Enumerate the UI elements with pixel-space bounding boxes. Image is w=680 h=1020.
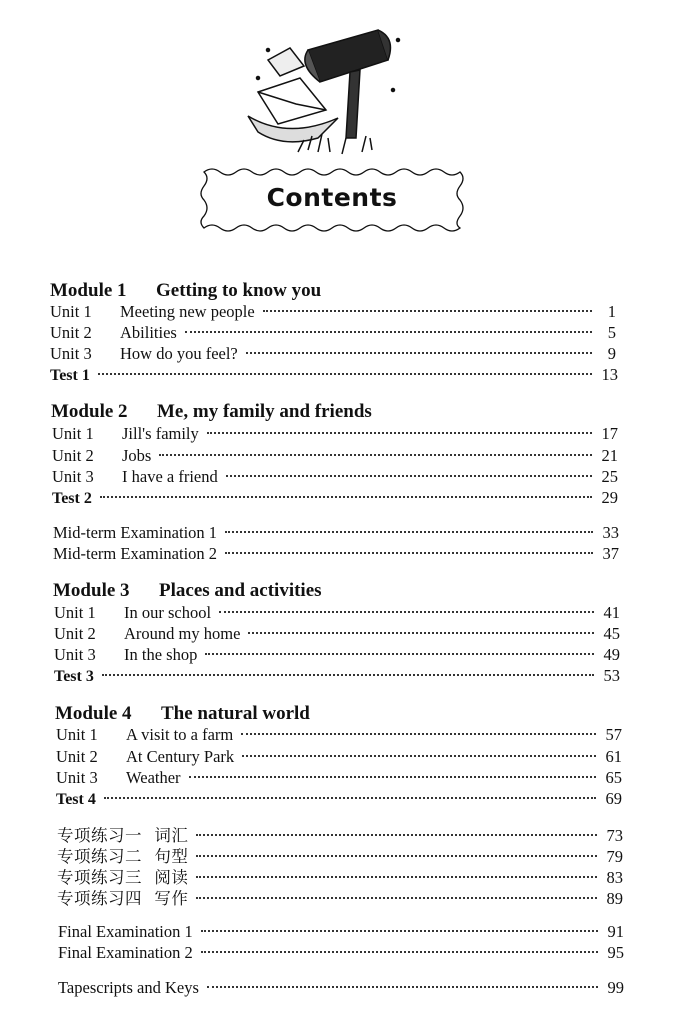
toc-entry[interactable] [54,603,620,624]
dot-leader [196,876,596,878]
entry-title: Tapescripts and Keys [58,978,199,997]
entry-title: Meeting new people [120,302,255,321]
toc-entry[interactable] [58,922,624,943]
page-number: 79 [606,847,623,866]
entry-title: Test 3 [54,668,94,685]
dot-leader [159,454,591,456]
entry-title: I have a friend [122,467,218,486]
toc-entry[interactable] [52,467,618,488]
page-number: 1 [607,302,616,321]
toc-entry[interactable] [57,885,623,906]
unit-number: Unit 3 [52,467,94,486]
practice-title: 专项练习一 [57,826,142,845]
entry-title: In the shop [124,645,198,664]
unit-number: Unit 3 [54,645,96,664]
dot-leader [263,310,592,312]
dot-leader [248,632,593,634]
practice-topic: 写作 [154,889,189,908]
toc-entry[interactable] [50,302,616,323]
page-number: 91 [607,922,624,941]
page-number: 65 [605,768,622,787]
page-number: 17 [601,424,618,443]
dot-leader [225,531,592,533]
toc-entry[interactable] [57,864,623,885]
dot-leader [205,653,593,655]
unit-number: Unit 1 [54,603,96,622]
dot-leader [201,951,598,953]
practice-topic: 阅读 [154,868,189,887]
dot-leader [242,755,595,757]
dot-leader [102,674,594,676]
page-number: 53 [603,666,620,685]
toc-entry[interactable] [52,446,618,467]
module-heading [51,401,372,423]
dot-leader [100,496,592,498]
dot-leader [207,432,592,434]
entry-title: Jobs [122,446,152,465]
entry-title: How do you feel? [120,344,238,363]
entry-title: Around my home [124,624,241,643]
unit-number: Unit 2 [54,624,96,643]
toc-entry[interactable] [54,645,620,666]
module-number: Module 2 [51,401,128,422]
practice-title: 专项练习二 [57,847,142,866]
entry-title: In our school [124,603,212,622]
module-heading [55,703,310,725]
toc-entry[interactable] [56,768,622,789]
page-number: 29 [601,488,618,507]
entry-title: A visit to a farm [126,725,234,744]
module-name: Places and activities [159,580,322,601]
page-number: 37 [602,544,619,563]
dot-leader [196,855,596,857]
unit-number: Unit 2 [56,747,98,766]
module-number: Module 3 [53,580,130,601]
toc-entry[interactable] [57,843,623,864]
dot-leader [207,986,598,988]
toc-entry[interactable] [50,323,616,344]
unit-number: Unit 1 [50,302,92,321]
dot-leader [241,733,595,735]
module-name: Me, my family and friends [157,401,372,422]
page-number: 57 [605,725,622,744]
page-number: 45 [603,624,620,643]
toc-entry[interactable] [56,747,622,768]
module-number: Module 1 [50,280,127,301]
toc-entry[interactable] [58,943,624,964]
practice-topic: 句型 [154,847,189,866]
dot-leader [226,475,592,477]
toc-entry-test[interactable] [50,365,618,386]
entry-title: Test 1 [50,367,90,384]
dot-leader [104,797,596,799]
dot-leader [98,373,592,375]
module-heading [53,580,322,602]
page-number: 9 [607,344,616,363]
unit-number: Unit 1 [52,424,94,443]
entry-title: Final Examination 2 [58,943,193,962]
entry-title: Mid-term Examination 1 [53,523,218,542]
entry-title: Abilities [120,323,177,342]
dot-leader [246,352,592,354]
entry-title: Final Examination 1 [58,922,193,941]
page-number: 95 [607,943,624,962]
entry-title: Test 4 [56,791,96,808]
toc-entry-test[interactable] [56,789,622,810]
toc-entry[interactable] [58,978,624,999]
module-number: Module 4 [55,703,132,724]
toc-entry[interactable] [53,544,619,565]
entry-title [57,885,188,909]
unit-number: Unit 3 [56,768,98,787]
page-number: 89 [606,889,623,908]
entry-title: At Century Park [126,747,235,766]
unit-number: Unit 3 [50,344,92,363]
page-number: 73 [606,826,623,845]
page-number: 61 [605,747,622,766]
module-name: The natural world [161,703,310,724]
toc-entry[interactable] [56,725,622,746]
page-number: 99 [607,978,624,997]
page-title: Contents [266,183,398,212]
dot-leader [185,331,592,333]
entry-title: Test 2 [52,490,92,507]
unit-number: Unit 2 [50,323,92,342]
toc-entry[interactable] [54,624,620,645]
toc-entry[interactable] [53,523,619,544]
page-number: 49 [603,645,620,664]
page-number: 83 [606,868,623,887]
dot-leader [201,930,598,932]
page-number: 25 [601,467,618,486]
dot-leader [196,834,596,836]
toc-entry[interactable] [52,424,618,445]
module-heading [50,280,321,302]
page-number: 33 [602,523,619,542]
practice-topic: 词汇 [154,826,189,845]
practice-title: 专项练习三 [57,868,142,887]
dot-leader [196,897,596,899]
entry-title: Mid-term Examination 2 [53,544,218,563]
toc-entry-test[interactable] [54,666,620,687]
entry-title: Weather [126,768,181,787]
page-number: 13 [601,365,618,384]
page-number: 5 [607,323,616,342]
dot-leader [225,552,592,554]
module-name: Getting to know you [156,280,322,301]
dot-leader [219,611,593,613]
entry-title: Jill's family [122,424,199,443]
toc-entry[interactable] [50,344,616,365]
practice-title: 专项练习四 [57,889,142,908]
page-number: 41 [603,603,620,622]
unit-number: Unit 2 [52,446,94,465]
toc-entry-test[interactable] [52,488,618,509]
dot-leader [189,776,596,778]
page-number: 21 [601,446,618,465]
page-number: 69 [605,789,622,808]
toc-entry[interactable] [57,822,623,843]
unit-number: Unit 1 [56,725,98,744]
